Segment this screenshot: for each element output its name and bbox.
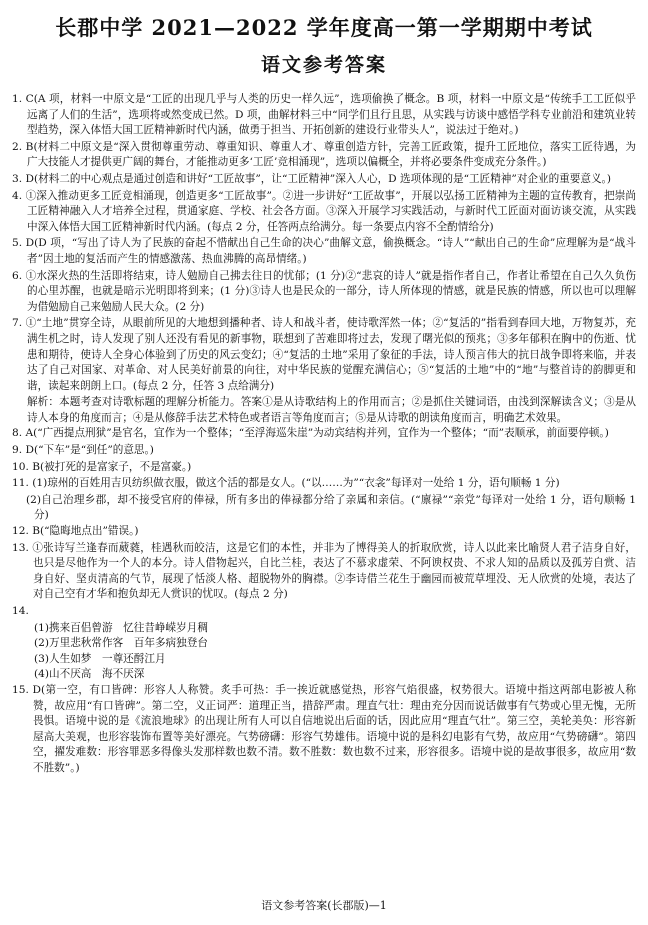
answer-14-line-2: (2)万里悲秋常作客 百年多病独登台 [34, 637, 208, 650]
answer-7: 7. ①“土地”贯穿全诗，从眼前所见的大地想到播种者、诗人和战斗者，使诗歌浑然一体；②“复活的”指看到春回大地，万物复苏，充满生机之时，诗人发现了别人还没有看见的新事物，联想到了苦难即将过去，发现了曙光似的预兆；③多年郁积在胸中的伤逝、忧患和期待，使诗人全身心体验到了历史的风云变幻；④“复活的土地”采用了象征的手法，诗人预言伟大的抗日战争即将来临，并表达了自己对国家、对革命、对人民美好前景的向往，对中华民族的觉醒充满信心；⑤“复活的土地”中的“地”与整首诗的韵脚更和谐，读起来朗朗上口。(每点 2 分，任答 3 点给满分) [12, 317, 636, 392]
answer-8: 8. A(“广西提点刑狱”是官名，宜作为一个整体；“至浮海巡朱崖”为动宾结构并列，宜作为一个整体；“而”表顺承，前面要停顿。) [12, 427, 609, 440]
exam-title: 长郡中学 2021—2022 学年度高一第一学期期中考试 [55, 15, 593, 40]
answer-11-part-1: 11. (1)琼州的百姓用吉贝纺织做衣服，做这个活的都是女人。(“以……为”“衣衾”每译对一处给 1 分，语句顺畅 1 分) [12, 477, 560, 490]
answer-5: 5. D(D 项，“写出了诗人为了民族的奋起不惜献出自己生命的决心”曲解文意，偷换概念。“诗人”“献出自己的生命”应理解为是“战斗者”因土地的复活而产生的情感激荡、热血沸腾的高昂情绪。) [12, 237, 636, 265]
answer-14-label: 14. [12, 605, 29, 617]
answer-4: 4. ①深入推动更多工匠竞相涌现，创造更多“工匠故事”。②进一步讲好“工匠故事”，开展以弘扬工匠精神为主题的宣传教育，把崇尚工匠精神融入人才培养全过程，贯通家庭、学校、社会各方面。③深入开展学习实践活动，与新时代工匠面对面访谈交流，从实践中深入体悟大国工匠精神新时代内涵。(每点 2 分，任答两点给满分。每一条要点内容不全酌情给分) [12, 189, 636, 233]
answer-12: 12. B(“隐晦地点出”错误。) [12, 525, 139, 538]
answer-11-part-2: (2)自己治理乡郡，却不接受官府的俸禄，所有多出的俸禄都分给了亲属和亲信。(“廪禄”“亲党”每译对一处给 1 分，语句顺畅 1 分) [26, 493, 636, 522]
answer-7-analysis: 解析：本题考查对诗歌标题的理解分析能力。答案①是从诗歌结构上的作用而言；②是抓住关键词语，由浅到深解读含义；③是从诗人本身的角度而言；④是从修辞手法艺术特色或者语言等角度而言；⑤是从诗歌的朗读角度而言，明确艺术效果。 [27, 396, 636, 424]
answer-2: 2. B(材料二中原文是“深入贯彻尊重劳动、尊重知识、尊重人才、尊重创造方针，完善工匠政策，提升工匠地位，落实工匠待遇，为广大技能人才提供更广阔的舞台，才能推动更多‘工匠’竞相涌现”，选项以偏概全，并将必要条件变成充分条件。) [12, 140, 636, 169]
answer-6: 6. ①水深火热的生活即将结束，诗人勉励自己拂去往日的忧郁；(1 分)②“悲哀的诗人”就是指作者自己，作者让希望在自己久久负伤的心里苏醒，也就是暗示光明即将到来；(1 分)③诗人也是民众的一部分，诗人所体现的情感，就是民族的情感，所以也可以理解为借勉励自己来勉励人民大众。(2 分) [12, 269, 636, 313]
answer-body [12, 92, 636, 778]
answer-1: 1. C(A 项，材料一中原文是“工匠的出现几乎与人类的历史一样久远”，选项偷换了概念。B 项，材料一中原文是“传统手工工匠似乎远离了人们的生活”，选项将或然变成已然。D 项，曲解材料三中“同学们且行且思，从实践与访谈中感悟学科专业前沿和建筑业转型趋势，深入体悟大国工匠精神新时代内涵，做勇于担当、开拓创新的建设行业带头人”，说法过于绝对。) [12, 93, 636, 137]
answer-9: 9. D(“下车”是“到任”的意思。) [12, 444, 154, 457]
answer-10: 10. B(被打死的是富家子，不是富豪。) [12, 460, 192, 473]
answer-3: 3. D(材料二的中心观点是通过创造和讲好“工匠故事”，让“工匠精神”深入人心，D 选项体现的是“工匠精神”对企业的重要意义。) [12, 172, 611, 185]
answer-key-heading: 语文参考答案 [260, 54, 387, 76]
answer-13: 13. ①张诗写兰逢春而葳蕤，桂遇秋而皎洁，这是它们的本性，并非为了博得美人的折取欣赏，诗人以此来比喻贤人君子洁身自好，也只是尽他作为一个人的本分。诗人借物起兴，自比兰桂，表达了不慕求虚荣、不阿谀权贵、不求人知的品质以及孤芳自赏、洁身自好、坚贞清高的气节，展现了恬淡人格、超脱物外的胸襟。②李诗借兰花生于幽园而被荒草埋没、无人欣赏的处境，表达了对自己空有才华和抱负却无人赏识的忧叹。(每点 2 分) [12, 541, 636, 601]
answer-15: 15. D(第一空，有口皆碑：形容人人称赞。炙手可热：手一挨近就感觉热，形容气焰很盛，权势很大。语境中指这两部电影被人称赞，故应用“有口皆碑”。第二空，义正词严：道理正当，措辞严肃。理直气壮：理由充分因而说话做事有气势或心里无愧，无所畏惧。语境中说的是《流浪地球》的出现让所有人可以自信地说出后面的话，因此应用“理直气壮”。第三空，美轮美奂：形容新屋高大美观，也形容装饰布置等美好漂亮。气势磅礴：形容气势雄伟。语境中说的是科幻电影有气势，故应用“气势磅礴”。第四空，擢发难数：形容罪恶多得像头发那样数也数不清。数不胜数：数也数不过来，形容很多。语境中说的是故事很多，故应用“数不胜数”。) [12, 683, 636, 774]
page-footer: 语文参考答案(长郡版)—1 [261, 899, 387, 912]
answer-14-line-3: (3)人生如梦 一尊还酹江月 [34, 652, 166, 665]
answer-14-line-1: (1)携来百侣曾游 忆往昔峥嵘岁月稠 [34, 621, 208, 634]
answer-14-line-4: (4)山不厌高 海不厌深 [34, 668, 145, 681]
